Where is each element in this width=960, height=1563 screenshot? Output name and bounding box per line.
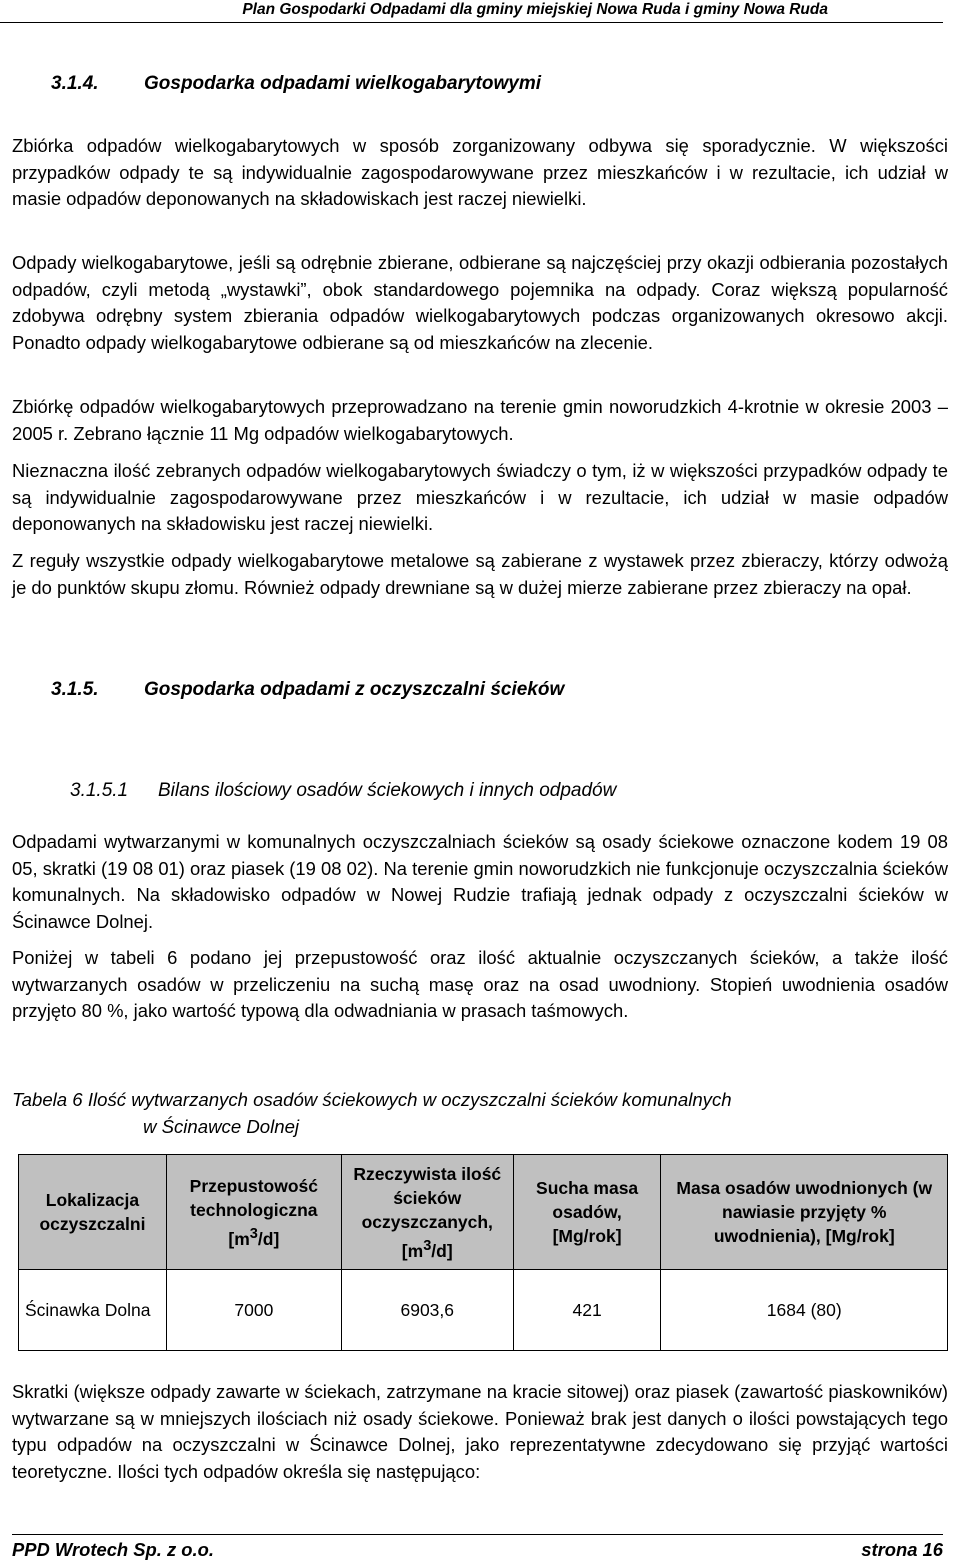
header-wet-mass: Masa osadów uwodnionych (w nawiasie przyjęty % uwodnienia), [Mg/rok] — [661, 1155, 948, 1270]
paragraph: Odpady wielkogabarytowe, jeśli są odrębnie zbierane, odbierane są najczęściej przy okazji odbierania pozostałych odpadów, czyli metodą „wystawki”, obok standardowego pojemnika na odpady. Coraz większą popularność zdobywa odrębny system zbierania odpadów wielkogabarytowych podczas organizowanych okresowo akcji. Ponadto odpady wielkogabarytowe odbierane są od mieszkańców na zlecenie. — [12, 252, 948, 353]
sludge-table — [18, 1154, 948, 1351]
header-capacity: Przepustowość technologiczna $[m^3/d]$ — [166, 1155, 341, 1270]
cell-actual-flow: 6903,6 — [341, 1270, 513, 1351]
page-header — [0, 0, 943, 23]
section-heading-3-1-5 — [51, 679, 564, 701]
paragraph: Odpadami wytwarzanymi w komunalnych oczyszczalniach ścieków są osady ściekowe oznaczone kodem 19 08 05, skratki (19 08 01) oraz piasek (19 08 02). Na terenie gmin noworudzkich nie funkcjonuje oczyszczalnia ścieków komunalnych. Na składowisko odpadów w Nowej Rudzie trafiają jednak odpady z oczyszczalni ścieków w Ścinawce Dolnej. — [12, 831, 948, 932]
header-location: Lokalizacja oczyszczalni — [19, 1155, 167, 1270]
footer-page-number: strona 16 — [861, 1539, 943, 1560]
subsection-title: Bilans ilościowy osadów ściekowych i innych odpadów — [158, 780, 617, 801]
subsection-heading-3-1-5-1 — [70, 780, 616, 802]
table-header-row — [19, 1155, 948, 1270]
table-row — [19, 1270, 948, 1351]
table-caption-line2: w Ścinawce Dolnej — [143, 1115, 300, 1137]
paragraph: Skratki (większe odpady zawarte w ściekach, zatrzymane na kracie sitowej) oraz piasek (zawartość piaskowników) wytwarzane są w mniejszych ilościach niż osady ściekowe. Ponieważ brak jest danych o ilości powstających tego typu odpadów na oczyszczalni w Ścinawce Dolnej, jako reprezentatywne zdecydowano się przyjąć wartości teoretyczne. Ilości tych odpadów określa się następująco: — [12, 1381, 948, 1482]
cell-wet-mass: 1684 (80) — [661, 1270, 948, 1351]
header-actual-flow: Rzeczywista ilość ścieków oczyszczanych, $[m^3/d]$ — [341, 1155, 513, 1270]
cell-location: Ścinawka Dolna — [19, 1270, 167, 1351]
cell-capacity: 7000 — [166, 1270, 341, 1351]
paragraph: Poniżej w tabeli 6 podano jej przepustowość oraz ilość aktualnie oczyszczanych ścieków, a także ilość wytwarzanych osadów w przeliczeniu na suchą masę oraz na osad uwodniony. Stopień uwodnienia osadów przyjęto 80 %, jako wartość typową dla odwadniania w prasach taśmowych. — [12, 947, 948, 1022]
section-number: 3.1.4. — [51, 73, 99, 94]
section-title: Gospodarka odpadami z oczyszczalni ścieków — [144, 679, 565, 700]
section-number: 3.1.5. — [51, 679, 99, 700]
header-title: Plan Gospodarki Odpadami dla gminy miejskiej Nowa Ruda i gminy Nowa Ruda — [242, 1, 828, 18]
section-heading-3-1-4 — [51, 73, 541, 95]
paragraph: Nieznaczna ilość zebranych odpadów wielkogabarytowych świadczy o tym, iż w większości przypadków odpady te są indywidualnie zagospodarowywane przez mieszkańców i w rezultacie, ich udział w masie odpadów deponowanych na składowisku jest raczej niewielki. — [12, 460, 948, 535]
subsection-number: 3.1.5.1 — [70, 780, 129, 801]
section-title: Gospodarka odpadami wielkogabarytowymi — [144, 73, 541, 94]
footer-company: PPD Wrotech Sp. z o.o. — [12, 1539, 214, 1560]
table-caption — [12, 1087, 948, 1140]
paragraph: Z reguły wszystkie odpady wielkogabarytowe metalowe są zabierane z wystawek przez zbieraczy, którzy odwożą je do punktów skupu złomu. Również odpady drewniane są w dużej mierze zabierane przez zbieraczy na opał. — [12, 550, 948, 598]
paragraph: Zbiórka odpadów wielkogabarytowych w sposób zorganizowany odbywa się sporadycznie. W większości przypadków odpady te są indywidualnie zagospodarowywane przez mieszkańców i w rezultacie, ich udział w masie odpadów deponowanych na składowiskach jest raczej niewielki. — [12, 135, 948, 210]
page-footer — [12, 1534, 943, 1563]
cell-dry-mass: 421 — [513, 1270, 661, 1351]
paragraph: Zbiórkę odpadów wielkogabarytowych przeprowadzano na terenie gmin noworudzkich 4-krotnie w okresie 2003 – 2005 r. Zebrano łącznie 11 Mg odpadów wielkogabarytowych. — [12, 396, 948, 444]
table-caption-line1: Tabela 6 Ilość wytwarzanych osadów ściekowych w oczyszczalni ścieków komunalnych — [12, 1089, 732, 1110]
header-dry-mass: Sucha masa osadów, [Mg/rok] — [513, 1155, 661, 1270]
